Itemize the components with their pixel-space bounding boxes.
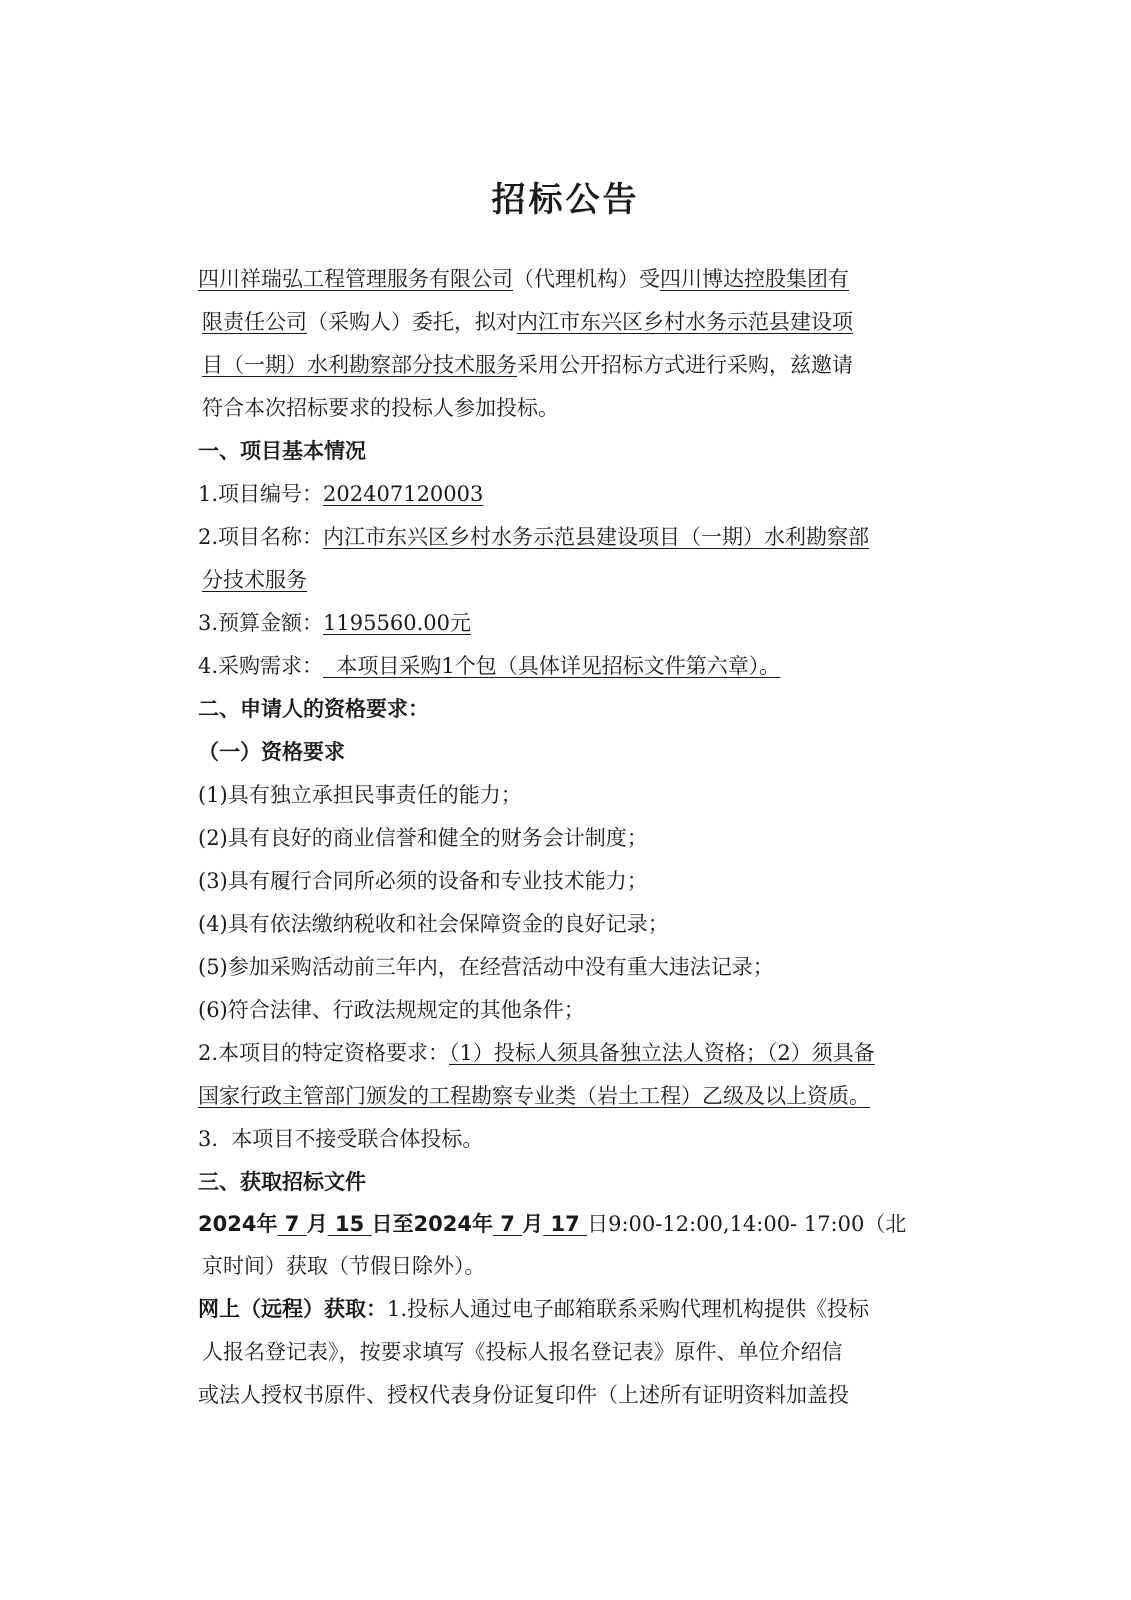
special-requirement-label: 2.本项目的特定资格要求： — [198, 1041, 450, 1065]
start-day: 15 — [327, 1212, 372, 1236]
online-line-2: 人报名登记表》，按要求填写《投标人报名登记表》原件、单位介绍信 — [202, 1340, 843, 1364]
project-name-value-part1: 内江市东兴区乡村水务示范县建设项目（一期）水利勘察部 — [323, 525, 870, 549]
section1-heading: 一、项目基本情况 — [198, 439, 366, 463]
requirement-item: (4)具有依法缴纳税收和社会保障资金的良好记录； — [198, 912, 669, 936]
requirement-value: 本项目采购1个包（具体详见招标文件第六章）。 — [323, 654, 781, 678]
agency-role: （代理机构）受 — [513, 267, 660, 291]
purchaser-name-part1: 四川博达控股集团有 — [660, 267, 849, 291]
agency-name: 四川祥瑞弘工程管理服务有限公司 — [198, 267, 513, 291]
requirement-item: (1)具有独立承担民事责任的能力； — [198, 783, 522, 807]
day-to: 日至2024年 — [371, 1212, 493, 1236]
intro-line-3 — [198, 344, 918, 387]
end-day: 17 — [543, 1212, 588, 1236]
end-month-char: 月 — [522, 1212, 544, 1236]
budget-label: 3.预算金额： — [198, 611, 324, 635]
online-label: 网上（远程）获取： — [198, 1297, 387, 1321]
online-line-1 — [198, 1288, 918, 1331]
project-number-line — [198, 473, 918, 516]
requirement-item: (5)参加采购活动前三年内，在经营活动中没有重大违法记录； — [198, 955, 774, 979]
date-range-line-2: 京时间）获取（节假日除外）。 — [202, 1254, 486, 1278]
requirement-item: (2)具有良好的商业信誉和健全的财务会计制度； — [198, 826, 648, 850]
online-line-3: 或法人授权书原件、授权代表身份证复印件（上述所有证明资料加盖投 — [198, 1383, 849, 1407]
month-char: 月 — [306, 1212, 328, 1236]
purchaser-role: （采购人）委托，拟对 — [307, 310, 517, 334]
document-body — [198, 258, 918, 1417]
section3-heading: 三、获取招标文件 — [198, 1170, 366, 1194]
special-requirement-line — [198, 1032, 918, 1075]
intro-line-1 — [198, 258, 918, 301]
end-month: 7 — [493, 1212, 523, 1236]
page-title: 招标公告 — [491, 180, 640, 220]
time-text: 日9:00-12:00,14:00- 17:00（北 — [587, 1212, 907, 1236]
purchaser-name-part2: 限责任公司 — [202, 310, 307, 334]
section2-subheading: （一）资格要求 — [198, 740, 345, 764]
intro-line-2 — [198, 301, 918, 344]
requirement-item: (3)具有履行合同所必须的设备和专业技术能力； — [198, 869, 648, 893]
project-number-value: 202407120003 — [323, 482, 484, 506]
project-name-line — [198, 516, 918, 559]
special-requirement-value-part2: 国家行政主管部门颁发的工程勘察专业类（岩土工程）乙级及以上资质。 — [198, 1084, 870, 1108]
project-name-part1: 内江市东兴区乡村水务示范县建设项 — [517, 310, 853, 334]
section2-heading: 二、申请人的资格要求： — [198, 697, 429, 721]
requirement-line — [198, 645, 918, 688]
date-range-line — [198, 1204, 918, 1245]
budget-value: 1195560.00元 — [323, 611, 471, 635]
online-text-1: 1.投标人通过电子邮箱联系采购代理机构提供《投标 — [387, 1297, 870, 1321]
project-name-part2: 目（一期）水利勘察部分技术服务 — [202, 353, 517, 377]
consortium-line: 3. 本项目不接受联合体投标。 — [198, 1127, 484, 1151]
special-requirement-line-2 — [198, 1075, 918, 1118]
intro-closing: 符合本次招标要求的投标人参加投标。 — [202, 396, 559, 420]
requirement-item: (6)符合法律、行政法规规定的其他条件； — [198, 998, 585, 1022]
procurement-method: 采用公开招标方式进行采购，兹邀请 — [517, 353, 853, 377]
project-name-line-2 — [198, 559, 918, 602]
start-year: 2024年 — [198, 1212, 278, 1236]
requirement-label: 4.采购需求： — [198, 654, 324, 678]
project-number-label: 1.项目编号： — [198, 482, 324, 506]
intro-line-4 — [198, 387, 918, 430]
special-requirement-value-part1: （1）投标人须具备独立法人资格；（2）须具备 — [449, 1041, 875, 1065]
start-month: 7 — [277, 1212, 307, 1236]
project-name-label: 2.项目名称： — [198, 525, 324, 549]
project-name-value-part2: 分技术服务 — [202, 568, 307, 592]
budget-line — [198, 602, 918, 645]
